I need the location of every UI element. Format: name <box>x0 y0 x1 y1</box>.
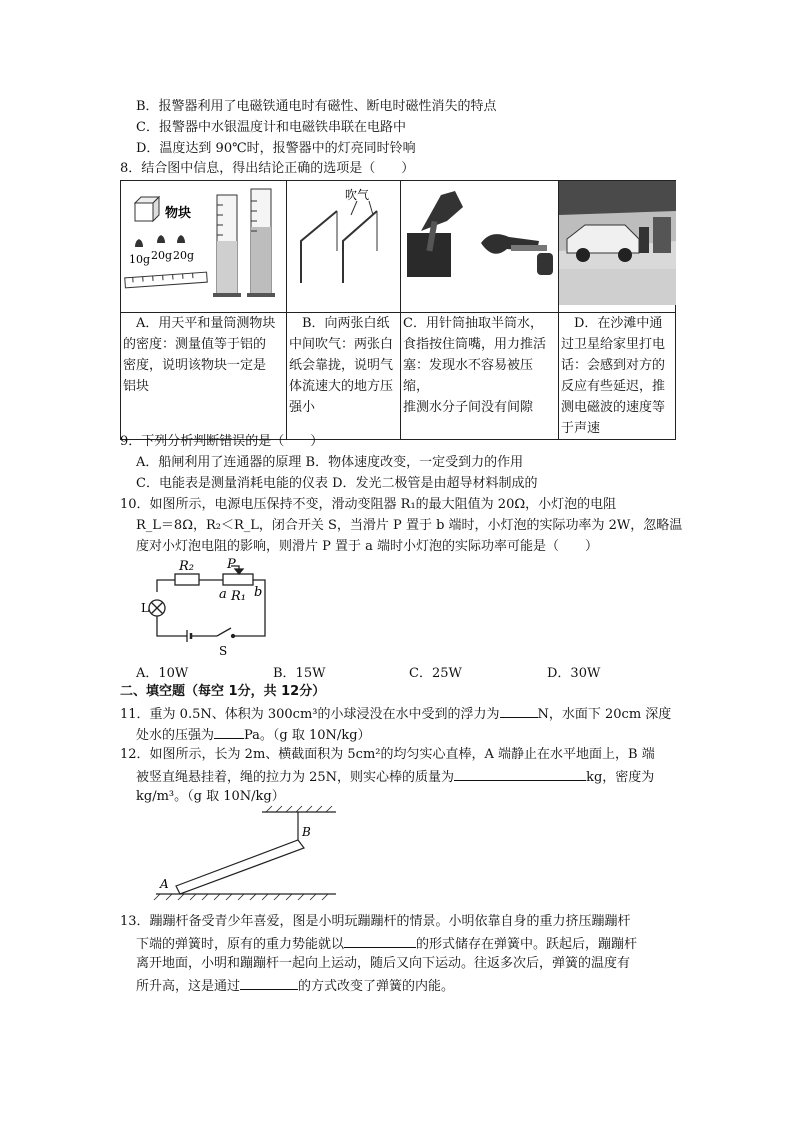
q10-option-a: A．10W <box>136 666 189 681</box>
q10-circuit-diagram <box>135 556 275 660</box>
q8-image-a <box>121 181 287 313</box>
q13-line3: 离开地面，小明和蹦蹦杆一起向上运动，随后又向下运动。往返多次后，弹簧的温度有 <box>136 956 631 971</box>
q8-image-c <box>401 181 559 313</box>
q8-image-b <box>287 181 401 313</box>
q7-option-b: B．报警器利用了电磁铁通电时有磁性、断电时磁性消失的特点 <box>136 99 497 114</box>
q11-line2: 处水的压强为 Pa。（g 取 10N/kg） <box>136 725 371 745</box>
q13-line1: 13．蹦蹦杆备受青少年喜爱，图是小明玩蹦蹦杆的情景。小明依靠自身的重力挤压蹦蹦杆 <box>120 914 631 929</box>
q8-option-c: C．用针筒抽取半筒水， 食指按住筒嘴，用力推活 塞：发现水不容易被压缩， 推测水分子间没有间隙 <box>401 313 559 440</box>
q8-option-d: D．在沙滩中通 过卫星给家里打电 话：会感到对方的 反应有些延迟，推 测电磁波的速度等 于声速 <box>559 313 676 440</box>
label-a: a <box>219 587 227 602</box>
q10-line1: 10．如图所示，电源电压保持不变，滑动变阻器 R₁的最大阻值为 20Ω，小灯泡的电阻 <box>120 497 617 512</box>
mass-label-2: 20g <box>151 249 173 262</box>
q13-line4: 所升高，这是通过 的方式改变了弹簧的内能。 <box>136 976 454 996</box>
label-lamp: L <box>141 601 149 615</box>
label-a: A <box>160 877 169 891</box>
q12-line3: kg/m³。（g 取 10N/kg） <box>136 789 285 804</box>
q11-blank-1[interactable] <box>500 704 538 718</box>
q13-line2: 下端的弹簧时，原有的重力势能就以 的形式储存在弹簧中。跃起后，蹦蹦杆 <box>136 934 637 954</box>
section-title-fill-in: 二、填空题（每空 1分，共 12分） <box>120 684 326 699</box>
q10-line2: R_L＝8Ω，R₂＜R_L，闭合开关 S，当滑片 P 置于 b 端时，小灯泡的实际功率为 2W，忽略温 <box>136 518 683 533</box>
blow-label: 吹气 <box>345 188 370 202</box>
blowing-papers-illustration <box>287 181 401 305</box>
q13-blank-2[interactable] <box>240 976 298 990</box>
mass-label-1: 10g <box>129 253 151 266</box>
q8-option-b: B．向两张白纸 中间吹气：两张白 纸会靠拢，说明气 体流速大的地方压 强小 <box>287 313 401 440</box>
label-r1: R₁ <box>231 589 246 604</box>
label-b: b <box>254 585 263 600</box>
q11-blank-2[interactable] <box>214 725 244 739</box>
q12-line1: 12．如图所示，长为 2m、横截面积为 5cm²的均匀实心直棒，A 端静止在水平地面上，B 端 <box>120 747 655 762</box>
label-r2: R₂ <box>179 559 194 574</box>
satellite-phone-beach-illustration <box>559 181 676 305</box>
q10-option-d: D．30W <box>547 666 601 681</box>
q8-stem: 8．结合图中信息，得出结论正确的选项是（ ） <box>120 161 415 176</box>
q7-option-c: C．报警器中水银温度计和电磁铁串联在电路中 <box>136 120 406 135</box>
q9-options-line2: C．电能表是测量消耗电能的仪表 D．发光二极管是由超导材料制成的 <box>136 476 538 491</box>
q11-line1: 11．重为 0.5N、体积为 300cm³的小球浸没在水中受到的浮力为 N，水面下 20cm 深度 <box>120 704 671 724</box>
q8-figure-table <box>120 180 676 440</box>
resistor-r2 <box>175 574 199 585</box>
q12-line2: 被竖直绳悬挂着，绳的拉力为 25N，则实心棒的质量为 kg，密度为 <box>136 767 654 787</box>
q12-blank-1[interactable] <box>454 767 586 781</box>
mass-label-3: 20g <box>173 249 195 262</box>
q9-stem: 9．下列分析判断错误的是（ ） <box>120 434 324 449</box>
q10-option-c: C．25W <box>409 666 462 681</box>
rheostat-r1 <box>223 574 253 585</box>
label-p: P <box>227 557 236 572</box>
syringe-illustration <box>401 181 559 305</box>
label-switch: S <box>219 644 228 658</box>
density-measure-illustration <box>121 181 287 305</box>
block-label: 物块 <box>165 206 192 221</box>
label-b: B <box>302 825 311 839</box>
q7-option-d: D．温度达到 90℃时，报警器中的灯亮同时铃响 <box>136 141 416 156</box>
q10-line3: 度对小灯泡电阻的影响，则滑片 P 置于 a 端时小灯泡的实际功率可能是（ ） <box>136 539 599 554</box>
q9-options-line1: A．船闸利用了连通器的原理 B．物体速度改变，一定受到力的作用 <box>136 455 524 470</box>
q12-rod-figure <box>150 808 350 904</box>
q8-option-a: A．用天平和量筒测物块 的密度：测量值等于铝的 密度，说明该物块一定是 铝块 <box>121 313 287 440</box>
q8-image-d <box>559 181 676 313</box>
q10-option-b: B．15W <box>273 666 326 681</box>
q13-blank-1[interactable] <box>344 934 416 948</box>
